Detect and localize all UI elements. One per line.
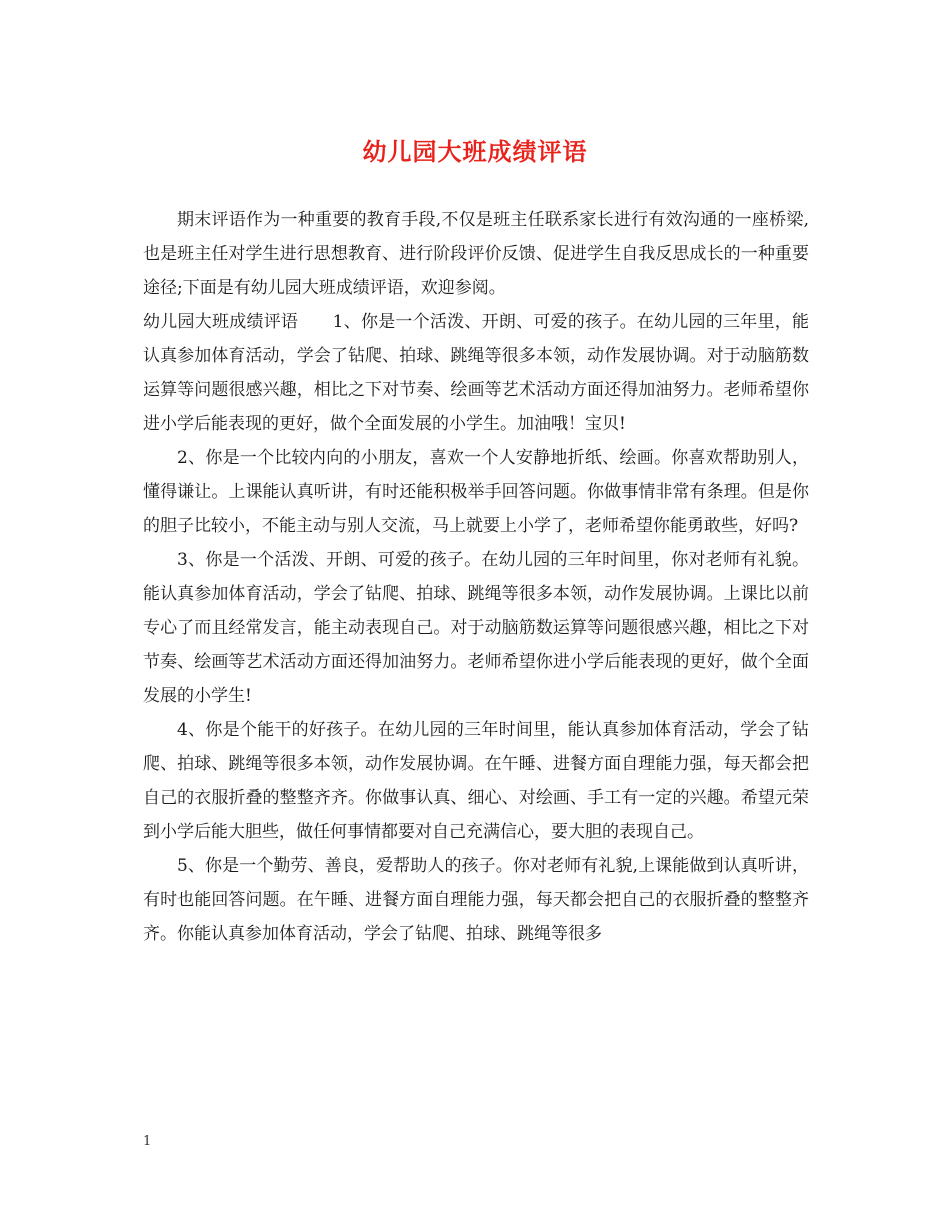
comment-paragraph-1: 幼儿园大班成绩评语 1、你是一个活泼、开朗、可爱的孩子。在幼儿园的三年里，能认真参加体育活动，学会了钻爬、拍球、跳绳等很多本领，动作发展协调。对于动脑筋数运算等问题很感兴趣，相比之下对节奏、绘画等艺术活动方面还得加油努力。老师希望你进小学后能表现的更好，做个全面发展的小学生。加油哦！宝贝! bbox=[143, 312, 809, 434]
document-title: 幼儿园大班成绩评语 bbox=[362, 138, 588, 166]
page-number: 1 bbox=[143, 1134, 152, 1149]
comment-paragraph-2: 2、你是一个比较内向的小朋友，喜欢一个人安静地折纸、绘画。你喜欢帮助别人，懂得谦让。上课能认真听讲，有时还能积极举手回答问题。你做事情非常有条理。但是你的胆子比较小，不能主动与别人交流，马上就要上小学了，老师希望你能勇敢些，好吗? bbox=[143, 448, 809, 536]
document-body bbox=[143, 203, 809, 951]
comment-paragraph-5: 5、你是一个勤劳、善良，爱帮助人的孩子。你对老师有礼貌,上课能做到认真听讲，有时也能回答问题。在午睡、进餐方面自理能力强，每天都会把自己的衣服折叠的整整齐齐。你能认真参加体育活动，学会了钻爬、拍球、跳绳等很多 bbox=[143, 856, 809, 944]
intro-paragraph: 期末评语作为一种重要的教育手段,不仅是班主任联系家长进行有效沟通的一座桥梁,也是班主任对学生进行思想教育、进行阶段评价反馈、促进学生自我反思成长的一种重要途径;下面是有幼儿园大班成绩评语，欢迎参阅。 bbox=[143, 210, 809, 298]
comment-paragraph-4: 4、你是个能干的好孩子。在幼儿园的三年时间里，能认真参加体育活动，学会了钻爬、拍球、跳绳等很多本领，动作发展协调。在午睡、进餐方面自理能力强，每天都会把自己的衣服折叠的整整齐齐。你做事认真、细心、对绘画、手工有一定的兴趣。希望元荣到小学后能大胆些，做任何事情都要对自己充满信心，要大胆的表现自己。 bbox=[143, 720, 809, 842]
comment-paragraph-3: 3、你是一个活泼、开朗、可爱的孩子。在幼儿园的三年时间里，你对老师有礼貌。能认真参加体育活动，学会了钻爬、拍球、跳绳等很多本领，动作发展协调。上课比以前专心了而且经常发言，能主动表现自己。对于动脑筋数运算等问题很感兴趣，相比之下对节奏、绘画等艺术活动方面还得加油努力。老师希望你进小学后能表现的更好，做个全面发展的小学生! bbox=[143, 550, 809, 706]
